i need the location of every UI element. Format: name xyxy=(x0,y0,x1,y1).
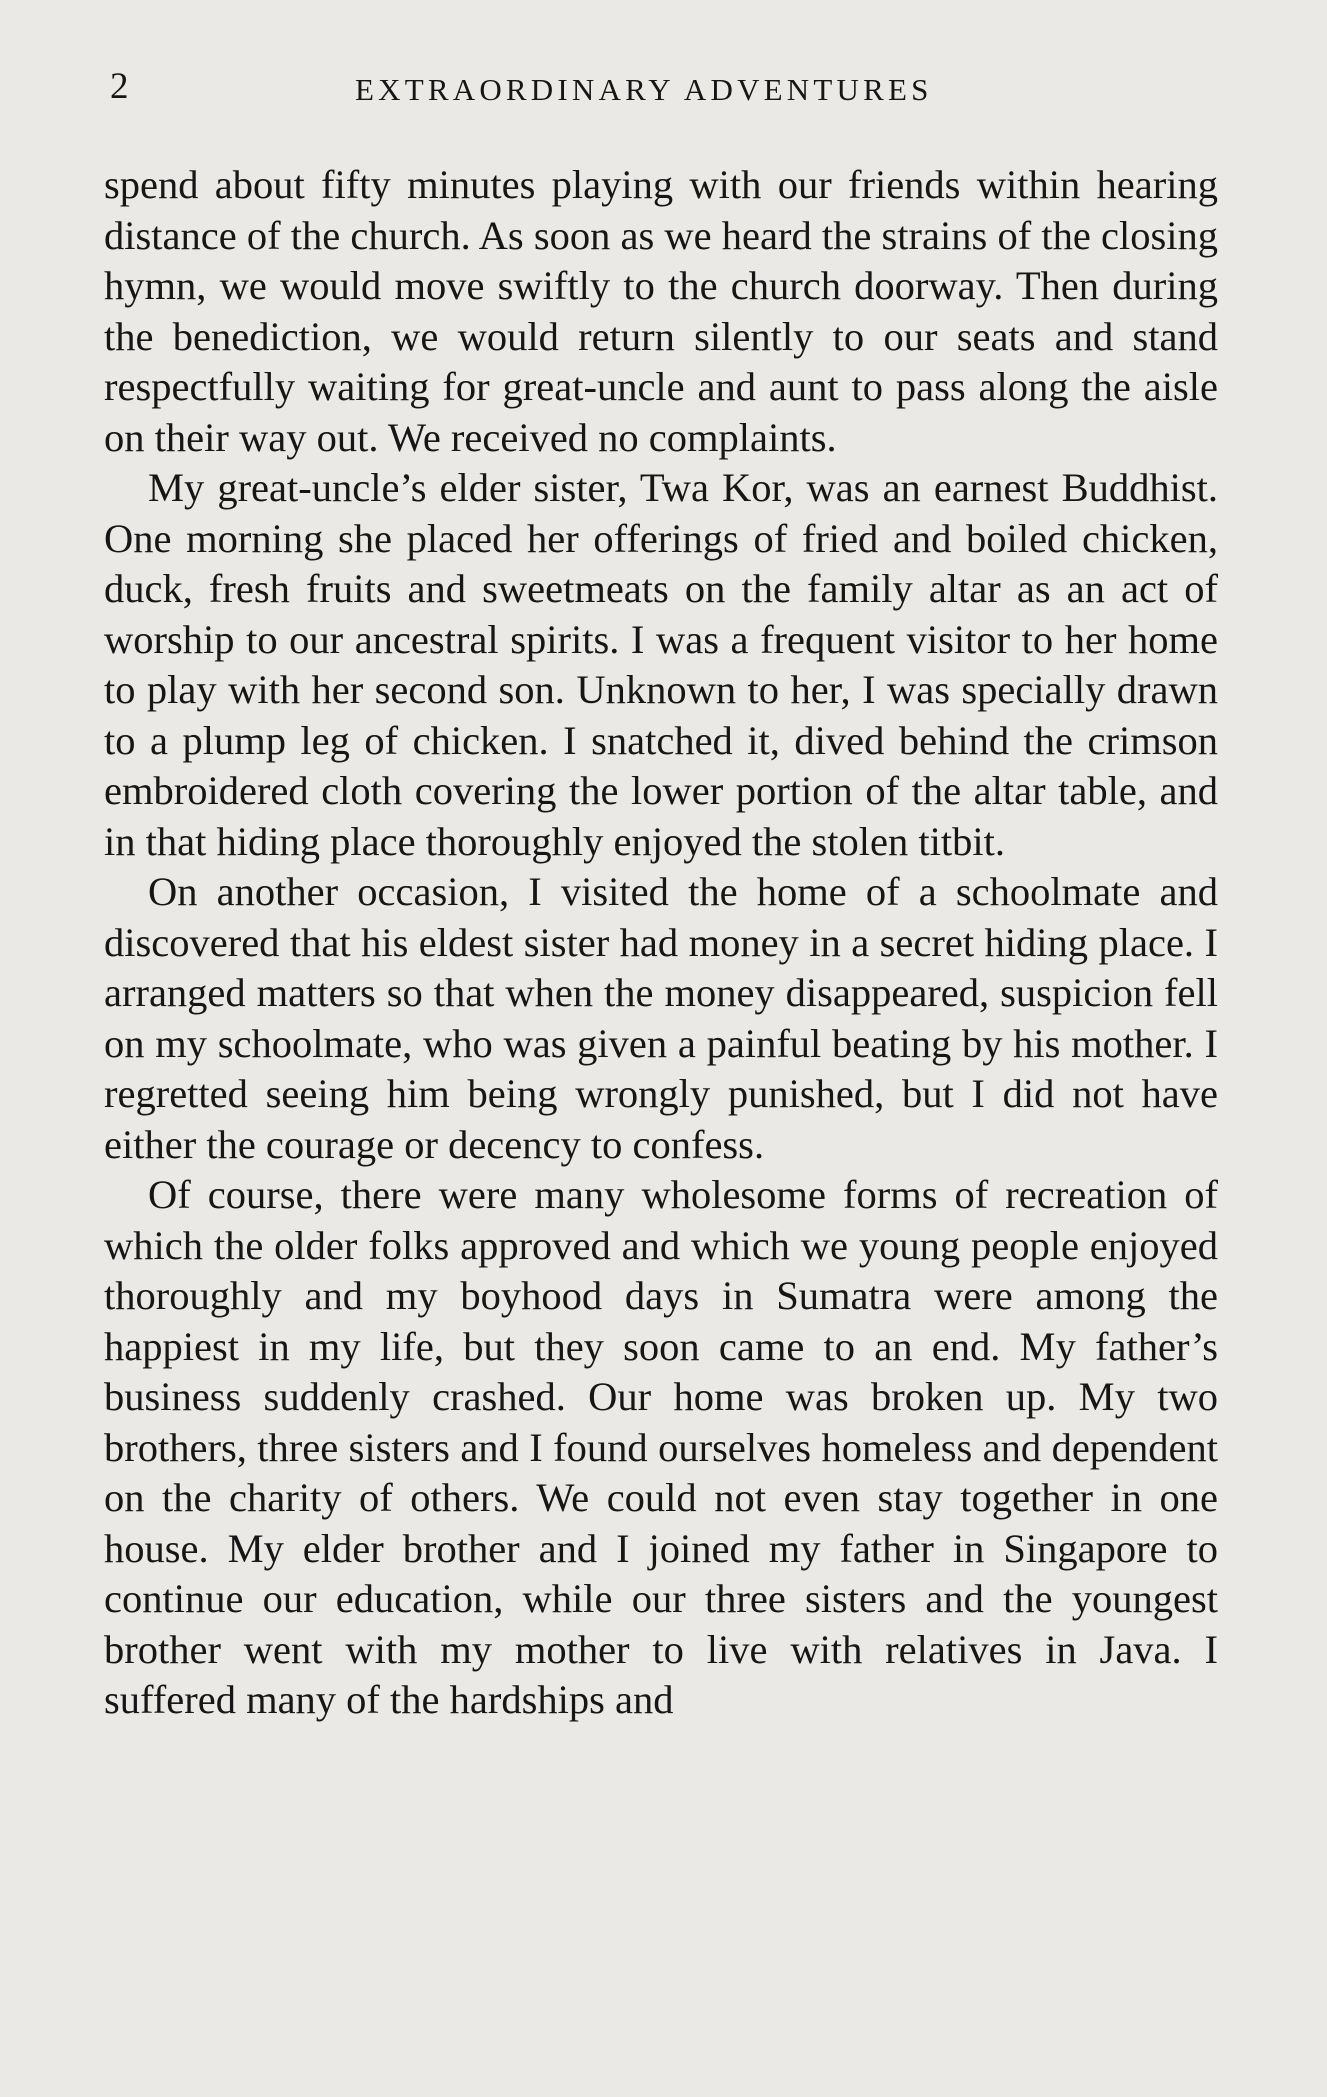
page-header xyxy=(110,62,1220,112)
running-head: EXTRAORDINARY ADVENTURES xyxy=(355,72,933,107)
page-number: 2 xyxy=(110,66,129,107)
paragraph: Of course, there were many wholesome forms of recreation of which the older folks approved and which we young people enjoyed thoroughly and my boyhood days in Sumatra were among the happiest in my life, but they soon came to an end. My father’s business suddenly crashed. Our home was broken up. My two brothers, three sisters and I found ourselves homeless and dependent on the charity of others. We could not even stay together in one house. My elder brother and I joined my father in Singapore to continue our education, while our three sisters and the youngest brother went with my mother to live with relatives in Java. I suffered many of the hardships and xyxy=(104,1172,1218,1722)
paragraph: spend about fifty minutes playing with our friends within hearing distance of the church. As soon as we heard the strains of the closing hymn, we would move swiftly to the church doorway. Then during the benediction, we would return silently to our seats and stand respectfully waiting for great-uncle and aunt to pass along the aisle on their way out. We received no complaints. xyxy=(104,162,1218,460)
paragraph: On another occasion, I visited the home of a schoolmate and discovered that his eldest sister had money in a secret hiding place. I arranged matters so that when the money disappeared, suspicion fell on my schoolmate, who was given a painful beating by his mother. I regretted seeing him being wrongly punished, but I did not have either the courage or decency to confess. xyxy=(104,869,1218,1167)
paragraph: My great-uncle’s elder sister, Twa Kor, was an earnest Buddhist. One morning she placed her offerings of fried and boiled chicken, duck, fresh fruits and sweetmeats on the family altar as an act of worship to our ancestral spirits. I was a frequent visitor to her home to play with her second son. Unknown to her, I was specially drawn to a plump leg of chicken. I snatched it, dived behind the crimson embroidered cloth covering the lower portion of the altar table, and in that hiding place thoroughly enjoyed the stolen titbit. xyxy=(104,465,1218,864)
body-text xyxy=(104,160,1218,1726)
